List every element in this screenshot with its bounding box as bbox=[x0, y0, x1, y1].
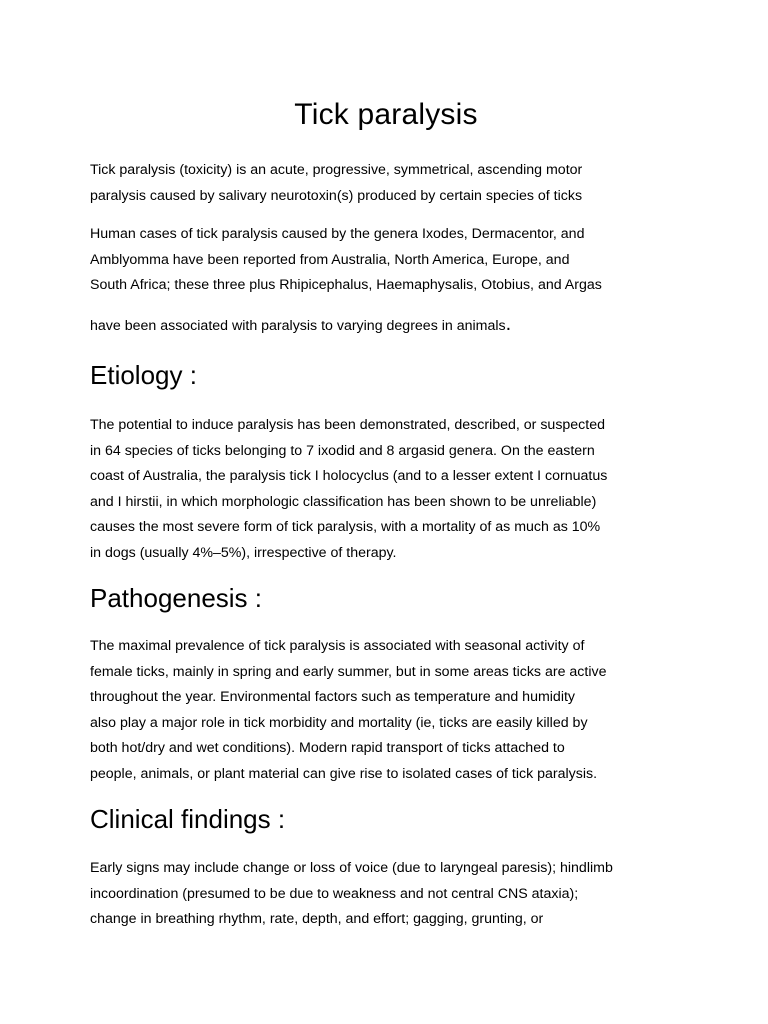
intro-paragraph-2-tail-period: . bbox=[505, 313, 512, 335]
section-heading-etiology: Etiology : bbox=[90, 360, 197, 390]
intro-paragraph-2-tail-text: have been associated with paralysis to varying degrees in animals bbox=[90, 318, 506, 334]
intro-paragraph-1: Tick paralysis (toxicity) is an acute, progressive, symmetrical, ascending motor paralysis caused by salivary neurotoxin(s) produced by certain species of ticks bbox=[90, 162, 583, 204]
page-title: Tick paralysis bbox=[294, 98, 478, 131]
section-body-clinical-findings: Early signs may include change or loss of voice (due to laryngeal paresis); hindlimb incoordination (presumed to be due to weakness and not central CNS ataxia); change in breathing rhythm, rate, depth, and effort; gagging, grunting, or bbox=[90, 860, 613, 927]
intro-paragraph-2: Human cases of tick paralysis caused by the genera Ixodes, Dermacentor, and Amblyomma have been reported from Australia, North America, Europe, and South Africa; these three plus Rhipicephalus, Haemaphysalis, Otobius, and Argas bbox=[90, 226, 602, 293]
section-heading-pathogenesis: Pathogenesis : bbox=[90, 583, 263, 613]
section-body-pathogenesis: The maximal prevalence of tick paralysis is associated with seasonal activity of female ticks, mainly in spring and early summer, but in some areas ticks are active throughout the year. Environmental factors such as temperature and humidity also play a major role in tick morbidity and mortality (ie, ticks are easily killed by both hot/dry and wet conditions). Modern rapid transport of ticks attached to people, animals, or plant material can give rise to isolated cases of tick paralysis. bbox=[90, 638, 607, 782]
section-body-etiology: The potential to induce paralysis has been demonstrated, described, or suspected in 64 species of ticks belonging to 7 ixodid and 8 argasid genera. On the eastern coast of Australia, the paralysis tick I holocyclus (and to a lesser extent I cornuatus and I hirstii, in which morphologic classification has been shown to be unreliable) causes the most severe form of tick paralysis, with a mortality of as much as 10% in dogs (usually 4%–5%), irrespective of therapy. bbox=[90, 417, 608, 561]
section-heading-clinical-findings: Clinical findings : bbox=[90, 804, 286, 834]
intro-paragraph-2-tail bbox=[90, 314, 511, 340]
